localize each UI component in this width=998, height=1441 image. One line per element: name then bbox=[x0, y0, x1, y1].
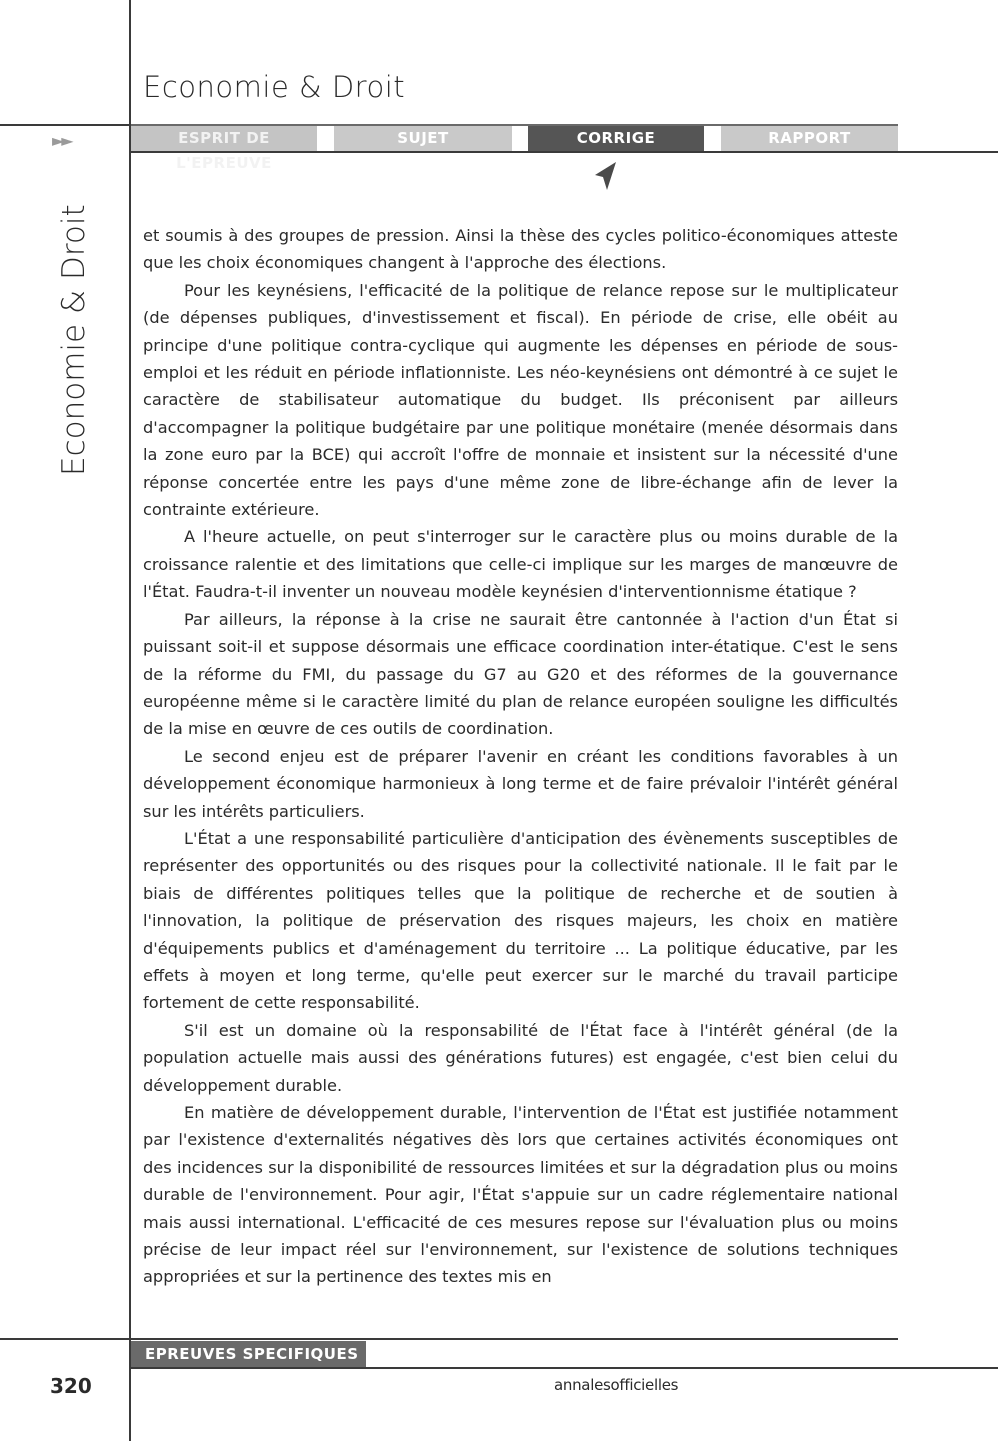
paragraph: L'État a une responsabilité particulière d'anticipation des évènements susceptibles de représenter des opportunités ou des risques pour la collectivité nationale. Il le fait par le biais de différentes politiques telles que la politique de recherche et de soutien à l'innovation, la politique de préservation des risques majeurs, les choix en matière d'équipements publics et d'aménagement du territoire ... La politique éducative, par les effets à moyen et long terme, qu'elle peut exercer sur le marché du travail participe fortement de cette responsabilité. bbox=[143, 828, 898, 1013]
footer-brand: annalesofficielles bbox=[554, 1376, 679, 1394]
footer-rule bbox=[131, 1367, 998, 1369]
header-title: Economie & Droit bbox=[143, 70, 406, 104]
left-vertical-rule bbox=[129, 0, 131, 1441]
article-body bbox=[143, 222, 898, 1291]
page-number: 320 bbox=[50, 1374, 92, 1398]
paragraph: et soumis à des groupes de pression. Ainsi la thèse des cycles politico-économiques atteste que les choix économiques changent à l'approche des élections. bbox=[143, 226, 898, 273]
sidebar-top-rule bbox=[0, 124, 131, 126]
paragraph: Par ailleurs, la réponse à la crise ne saurait être cantonnée à l'action d'un État si puissant soit-il et suppose désormais une efficace coordination inter-étatique. C'est le sens de la réforme du FMI, du passage du G7 au G20 et des réformes de la gouvernance européenne même si le caractère limité du plan de relance européen souligne les difficultés de la mise en œuvre de ces outils de coordination. bbox=[143, 609, 898, 739]
tab-rapport[interactable]: RAPPORT bbox=[721, 126, 898, 151]
paragraph: Pour les keynésiens, l'efficacité de la politique de relance repose sur le multiplicateur (de dépenses publiques, d'investissement et fiscal). En période de crise, elle obéit au principe d'une politique contra-cyclique qui augmente les dépenses en période de sous-emploi et les réduit en période inflationniste. Les néo-keynésiens ont démontré à ce sujet le caractère de stabilisateur automatique du budget. Ils préconisent par ailleurs d'accompagner la politique budgétaire par une politique monétaire (menée désormais dans la zone euro par la BCE) qui accroît l'offre de monnaie et insistent sur la nécessité d'une réponse concertée entre les pays d'une même zone de libre-échange afin de lever la contrainte extérieure. bbox=[143, 280, 898, 520]
tab-esprit-de-l-epreuve[interactable]: ESPRIT DE L'EPREUVE bbox=[131, 126, 317, 151]
tab-corrige[interactable]: CORRIGE bbox=[528, 126, 704, 151]
paragraph: A l'heure actuelle, on peut s'interroger sur le caractère plus ou moins durable de la croissance ralentie et des limitations que celle-ci implique sur les marges de manœuvre de l'État. Faudra-t-il inventer un nouveau modèle keynésien d'interventionnisme étatique ? bbox=[143, 527, 898, 602]
paragraph: S'il est un domaine où la responsabilité de l'État face à l'intérêt général (de la population actuelle mais aussi des générations futures) est engagée, c'est bien celui du développement durable. bbox=[143, 1020, 898, 1095]
paragraph: En matière de développement durable, l'intervention de l'État est justifiée notamment par l'existence d'externalités négatives dès lors que certaines activités économiques ont des incidences sur la disponibilité de ressources limitées et sur la dégradation plus ou moins durable de l'environnement. Pour agir, l'État s'appuie sur un cadre réglementaire national mais aussi international. L'efficacité de ces mesures repose sur l'évaluation plus ou moins précise de leur impact réel sur l'environnement, sur l'existence de solutions techniques appropriées et sur la pertinence des textes mis en bbox=[143, 1103, 898, 1287]
double-arrow-icon: ►► bbox=[52, 131, 71, 150]
content-bottom-rule bbox=[0, 1338, 898, 1340]
tab-sujet[interactable]: SUJET bbox=[334, 126, 512, 151]
sidebar-vertical-title: Economie & Droit bbox=[56, 204, 92, 476]
paragraph: Le second enjeu est de préparer l'avenir en créant les conditions favorables à un développement économique harmonieux à long terme et de faire prévaloir l'intérêt général sur les intérêts particuliers. bbox=[143, 746, 898, 821]
footer-section-label: EPREUVES SPECIFIQUES bbox=[131, 1341, 366, 1367]
pointer-arrow-icon bbox=[594, 161, 618, 191]
section-tabs bbox=[131, 126, 898, 172]
